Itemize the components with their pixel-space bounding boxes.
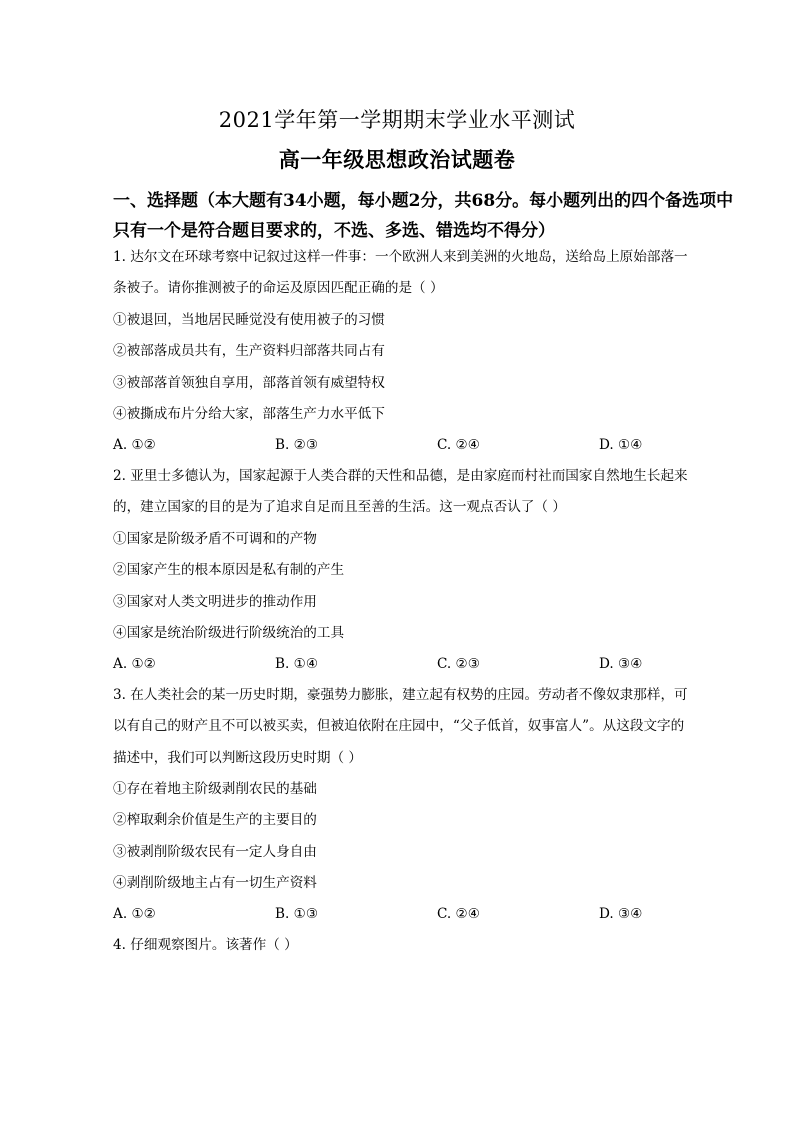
question-2-stem-line-2: 的，建立国家的目的是为了追求自足而且至善的生活。这一观点否认了（ ） [113,499,566,515]
question-1-stem-line-2: 条被子。请你推测被子的命运及原因匹配正确的是（ ） [113,280,444,296]
question-2-item-1: ①国家是阶级矛盾不可调和的产物 [113,531,317,547]
question-4-stem-line-1: 4. 仔细观察图片。该著作（ ） [113,937,298,953]
question-1-item-2: ②被部落成员共有，生产资料归部落共同占有 [113,343,385,359]
question-3-option-d: D. ③④ [599,906,643,922]
question-3-stem-line-2: 以有自己的财产且不可以被买卖，但被迫依附在庄园中，“父子低首，奴事富人”。从这段文字的 [113,718,685,734]
question-2-option-d: D. ③④ [599,656,643,672]
question-3-item-3: ③被剥削阶级农民有一定人身自由 [113,844,317,860]
section-heading-line-1: 一、选择题（本大题有34小题，每小题2分，共68分。每小题列出的四个备选项中 [113,191,734,211]
question-3-item-1: ①存在着地主阶级剥削农民的基础 [113,781,317,797]
question-1-item-4: ④被撕成布片分给大家，部落生产力水平低下 [113,406,385,422]
question-3-option-b: B. ①③ [275,906,319,922]
question-3-stem-line-1: 3. 在人类社会的某一历史时期，豪强势力膨胀，建立起有权势的庄园。劳动者不像奴隶那样，可 [113,687,688,703]
question-2-item-3: ③国家对人类文明进步的推动作用 [113,594,317,610]
question-1-option-c: C. ②④ [437,437,480,453]
question-3-item-2: ②榨取剩余价值是生产的主要目的 [113,812,317,828]
question-3-option-c: C. ②④ [437,906,480,922]
exam-subtitle: 高一年级思想政治试题卷 [278,147,516,172]
question-3-item-4: ④剥削阶级地主占有一切生产资料 [113,875,317,891]
question-1-item-1: ①被退回，当地居民睡觉没有使用被子的习惯 [113,312,385,328]
section-heading-line-2: 只有一个是符合题目要求的，不选、多选、错选均不得分） [113,221,555,241]
question-2-option-a: A. ①② [113,656,156,672]
question-2-option-c: C. ②③ [437,656,480,672]
question-3-stem-line-3: 描述中，我们可以判断这段历史时期（ ） [113,750,363,766]
question-1-stem-line-1: 1. 达尔文在环球考察中记叙过这样一件事：一个欧洲人来到美洲的火地岛，送给岛上原始部落一 [113,249,688,265]
question-2-stem-line-1: 2. 亚里士多德认为，国家起源于人类合群的天性和品德，是由家庭而村社而国家自然地生长起来 [113,468,688,484]
question-1-item-3: ③被部落首领独自享用，部落首领有威望特权 [113,375,385,391]
question-3-option-a: A. ①② [113,906,156,922]
question-2-option-b: B. ①④ [275,656,319,672]
question-2-item-4: ④国家是统治阶级进行阶级统治的工具 [113,625,345,641]
question-1-option-d: D. ①④ [599,437,643,453]
exam-title: 2021学年第一学期期末学业水平测试 [218,108,576,132]
question-1-option-a: A. ①② [113,437,156,453]
question-2-item-2: ②国家产生的根本原因是私有制的产生 [113,562,345,578]
question-1-option-b: B. ②③ [275,437,319,453]
